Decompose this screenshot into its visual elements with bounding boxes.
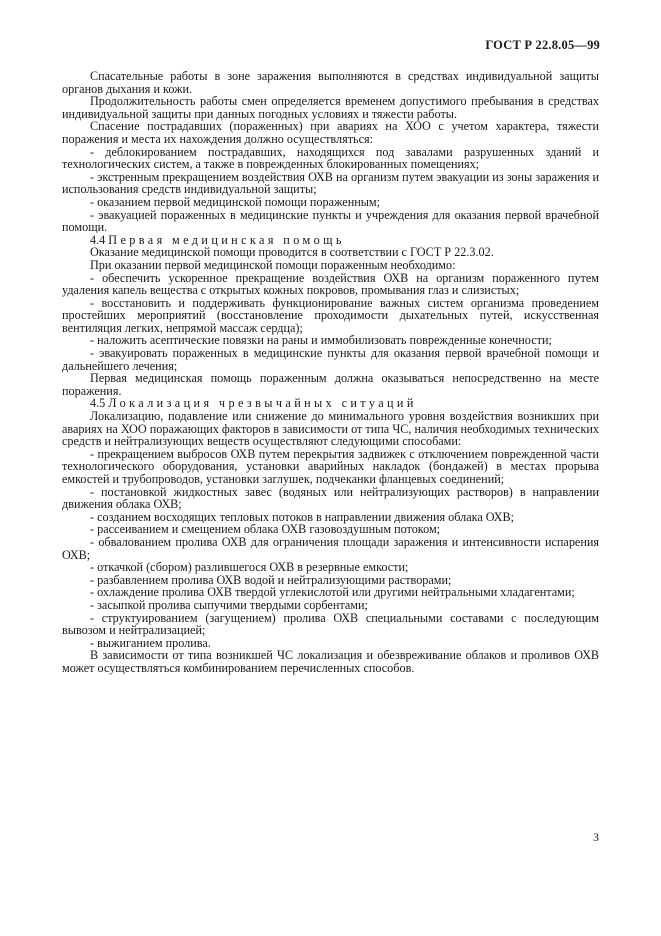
paragraph: Спасательные работы в зоне заражения выполняются в средствах индивидуальной защиты органов дыхания и кожи. — [62, 69, 599, 96]
list-item: - созданием восходящих тепловых потоков в направлении движения облака ОХВ; — [90, 509, 514, 524]
list-item: - засыпкой пролива сыпучими твердыми сорбентами; — [90, 597, 368, 612]
section-number: 4.5 — [90, 396, 106, 411]
list-item: - рассеиванием и смещением облака ОХВ газовоздушным потоком; — [90, 522, 441, 537]
section-title: Локализация чрезвычайных ситуаций — [108, 396, 417, 411]
list-item: - откачкой (сбором) разлившегося ОХВ в резервные емкости; — [90, 560, 409, 575]
section-4-4 — [62, 234, 599, 398]
page-number: 3 — [593, 830, 599, 844]
list-item: - охлаждение пролива ОХВ твердой углекислотой или другими нейтральными хладагентами; — [90, 585, 575, 600]
paragraph: Первая медицинская помощь пораженным должна оказываться непосредственно на месте поражения. — [62, 371, 599, 398]
paragraph: В зависимости от типа возникшей ЧС локализация и обезвреживание облаков и проливов ОХВ может осуществляться комбинированием перечисленных способов. — [62, 648, 599, 675]
list-item: - деблокированием пострадавших, находящихся под завалами разрушенных зданий и технологических систем, а также в поврежденных блокированных помещениях; — [62, 144, 599, 172]
paragraph: Оказание медицинской помощи проводится в соответствии с ГОСТ Р 22.3.02. — [90, 245, 494, 260]
paragraph: Продолжительность работы смен определяется временем допустимого пребывания в средствах индивидуальной защиты при данных погодных условиях и тяжести работы. — [62, 94, 599, 121]
list-item: - выжиганием пролива. — [90, 635, 211, 650]
list-item: - экстренным прекращением воздействия ОХВ на организм путем эвакуации из зоны заражения и использования средств индивидуальной защиты; — [62, 169, 599, 197]
paragraph: Спасение пострадавших (пораженных) при авариях на ХОО с учетом характера, тяжести поражения и места их нахождения должно осуществляться: — [62, 119, 599, 146]
paragraph: При оказании первой медицинской помощи пораженным необходимо: — [90, 257, 456, 272]
list-item: - восстановить и поддерживать функционирование важных систем организма проведением простейших мероприятий (восстановление проходимости дыхательных путей, искусственная вентиляция легких, непрямой массаж сердца); — [62, 295, 599, 335]
section-4-5 — [62, 397, 599, 674]
list-item: - постановкой жидкостных завес (водяных или нейтрализующих растворов) в направлении движения облака ОХВ; — [62, 484, 599, 512]
list-item: - прекращением выбросов ОХВ путем перекрытия задвижек с отключением поврежденной части технологического оборудования, установки аварийных накладок (бондажей) в местах прорыва емкостей и трубопроводов, установки заглушек, подчеканки фланцевых соединений; — [62, 446, 599, 486]
intro-block — [62, 70, 599, 234]
document-body — [62, 70, 599, 675]
list-item: - оказанием первой медицинской помощи пораженным; — [90, 194, 381, 209]
paragraph: Локализацию, подавление или снижение до минимального уровня воздействия возникших при авариях на ХОО поражающих факторов в зависимости от типа ЧС, наличия необходимых технических средств и нейтрализующих веществ осуществляют следующими способами: — [62, 409, 599, 449]
section-title: Первая медицинская помощь — [108, 232, 345, 247]
list-item: - эвакуировать пораженных в медицинские пункты для оказания первой врачебной помощи и дальнейшего лечения; — [62, 346, 599, 373]
list-item: - обвалованием пролива ОХВ для ограничения площади заражения и интенсивности испарения ОХВ; — [62, 534, 599, 562]
list-item: - обеспечить ускоренное прекращение воздействия ОХВ на организм пораженного путем удаления капель вещества с открытых кожных покровов, промывания глаз и слизистых; — [62, 270, 599, 298]
section-number: 4.4 — [90, 232, 106, 247]
list-item: - эвакуацией пораженных в медицинские пункты и учреждения для оказания первой врачебной помощи. — [62, 207, 599, 235]
list-item: - наложить асептические повязки на раны и иммобилизовать поврежденные конечности; — [90, 333, 552, 348]
list-item: - разбавлением пролива ОХВ водой и нейтрализующими растворами; — [90, 572, 452, 587]
list-item: - структуированием (загущением) пролива ОХВ специальными составами с последующим вывозом и нейтрализацией; — [62, 610, 599, 638]
document-code-header: ГОСТ Р 22.8.05—99 — [485, 38, 600, 52]
